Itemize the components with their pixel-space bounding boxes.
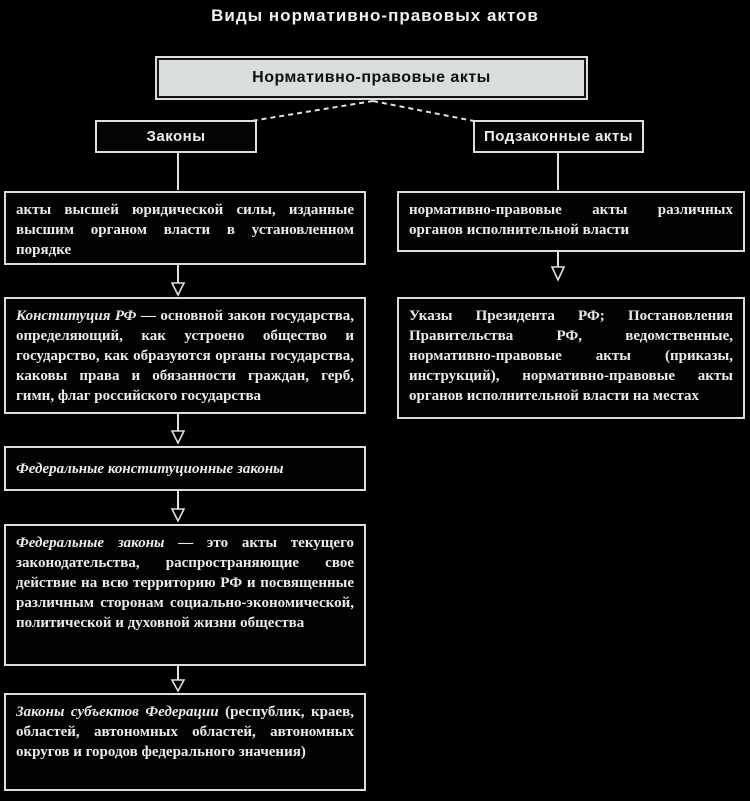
node-federal-constitutional-laws	[4, 446, 366, 491]
node-laws-label: Законы	[146, 128, 206, 145]
node-subject-laws	[4, 693, 366, 791]
node-laws	[95, 120, 257, 153]
node-text: акты высшей юридической силы, изданные высшим органом власти в установленном порядке	[16, 202, 354, 258]
node-text: нормативно-правовые акты различных органов исполнительной власти	[409, 202, 733, 238]
node-text: — основной закон государства, определяющий, как устроено общество и государство, как образуются органы государства, каковы права и обязанности граждан, герб, гимн, флаг российского государства	[16, 308, 354, 404]
dashed-connector-left	[251, 101, 373, 121]
node-bylaws-label: Подзаконные акты	[484, 128, 633, 145]
node-root	[157, 58, 586, 98]
node-lead-term: Законы субъектов Федерации	[16, 704, 219, 720]
node-lead-term: Федеральные конституционные законы	[16, 461, 284, 477]
node-text: — это акты текущего законодательства, распространяющие свое действие на всю территорию РФ и посвященные различным сторонам социально-экономической, политической и духовной жизни общества	[16, 535, 355, 631]
diagram-title: Виды нормативно-правовых актов	[211, 6, 539, 25]
node-text: (республик, краев, областей, автономных областей, автономных округов и городов федерального значения)	[16, 704, 354, 760]
arrowhead-down-icon	[172, 509, 184, 521]
arrowhead-down-icon	[172, 431, 184, 443]
node-bylaws	[473, 120, 644, 153]
node-lead-term: Федеральные законы	[16, 535, 165, 551]
node-laws-definition	[4, 191, 366, 265]
arrowhead-down-icon	[172, 680, 184, 691]
dashed-connector-right	[373, 101, 474, 121]
node-federal-laws	[4, 524, 366, 666]
arrowhead-down-icon	[172, 283, 184, 295]
node-constitution	[4, 297, 366, 414]
node-bylaws-examples	[397, 297, 745, 419]
node-text: Указы Президента РФ; Постановления Правительства РФ, ведомственные, нормативно-правовые акты (приказы, инструкций), нормативно-правовые акты органов исполнительной власти на местах	[409, 308, 733, 404]
node-bylaws-definition	[397, 191, 745, 252]
node-lead-term: Конституция РФ	[16, 308, 137, 324]
arrowhead-down-icon	[552, 267, 564, 280]
node-root-label: Нормативно-правовые акты	[252, 69, 491, 86]
